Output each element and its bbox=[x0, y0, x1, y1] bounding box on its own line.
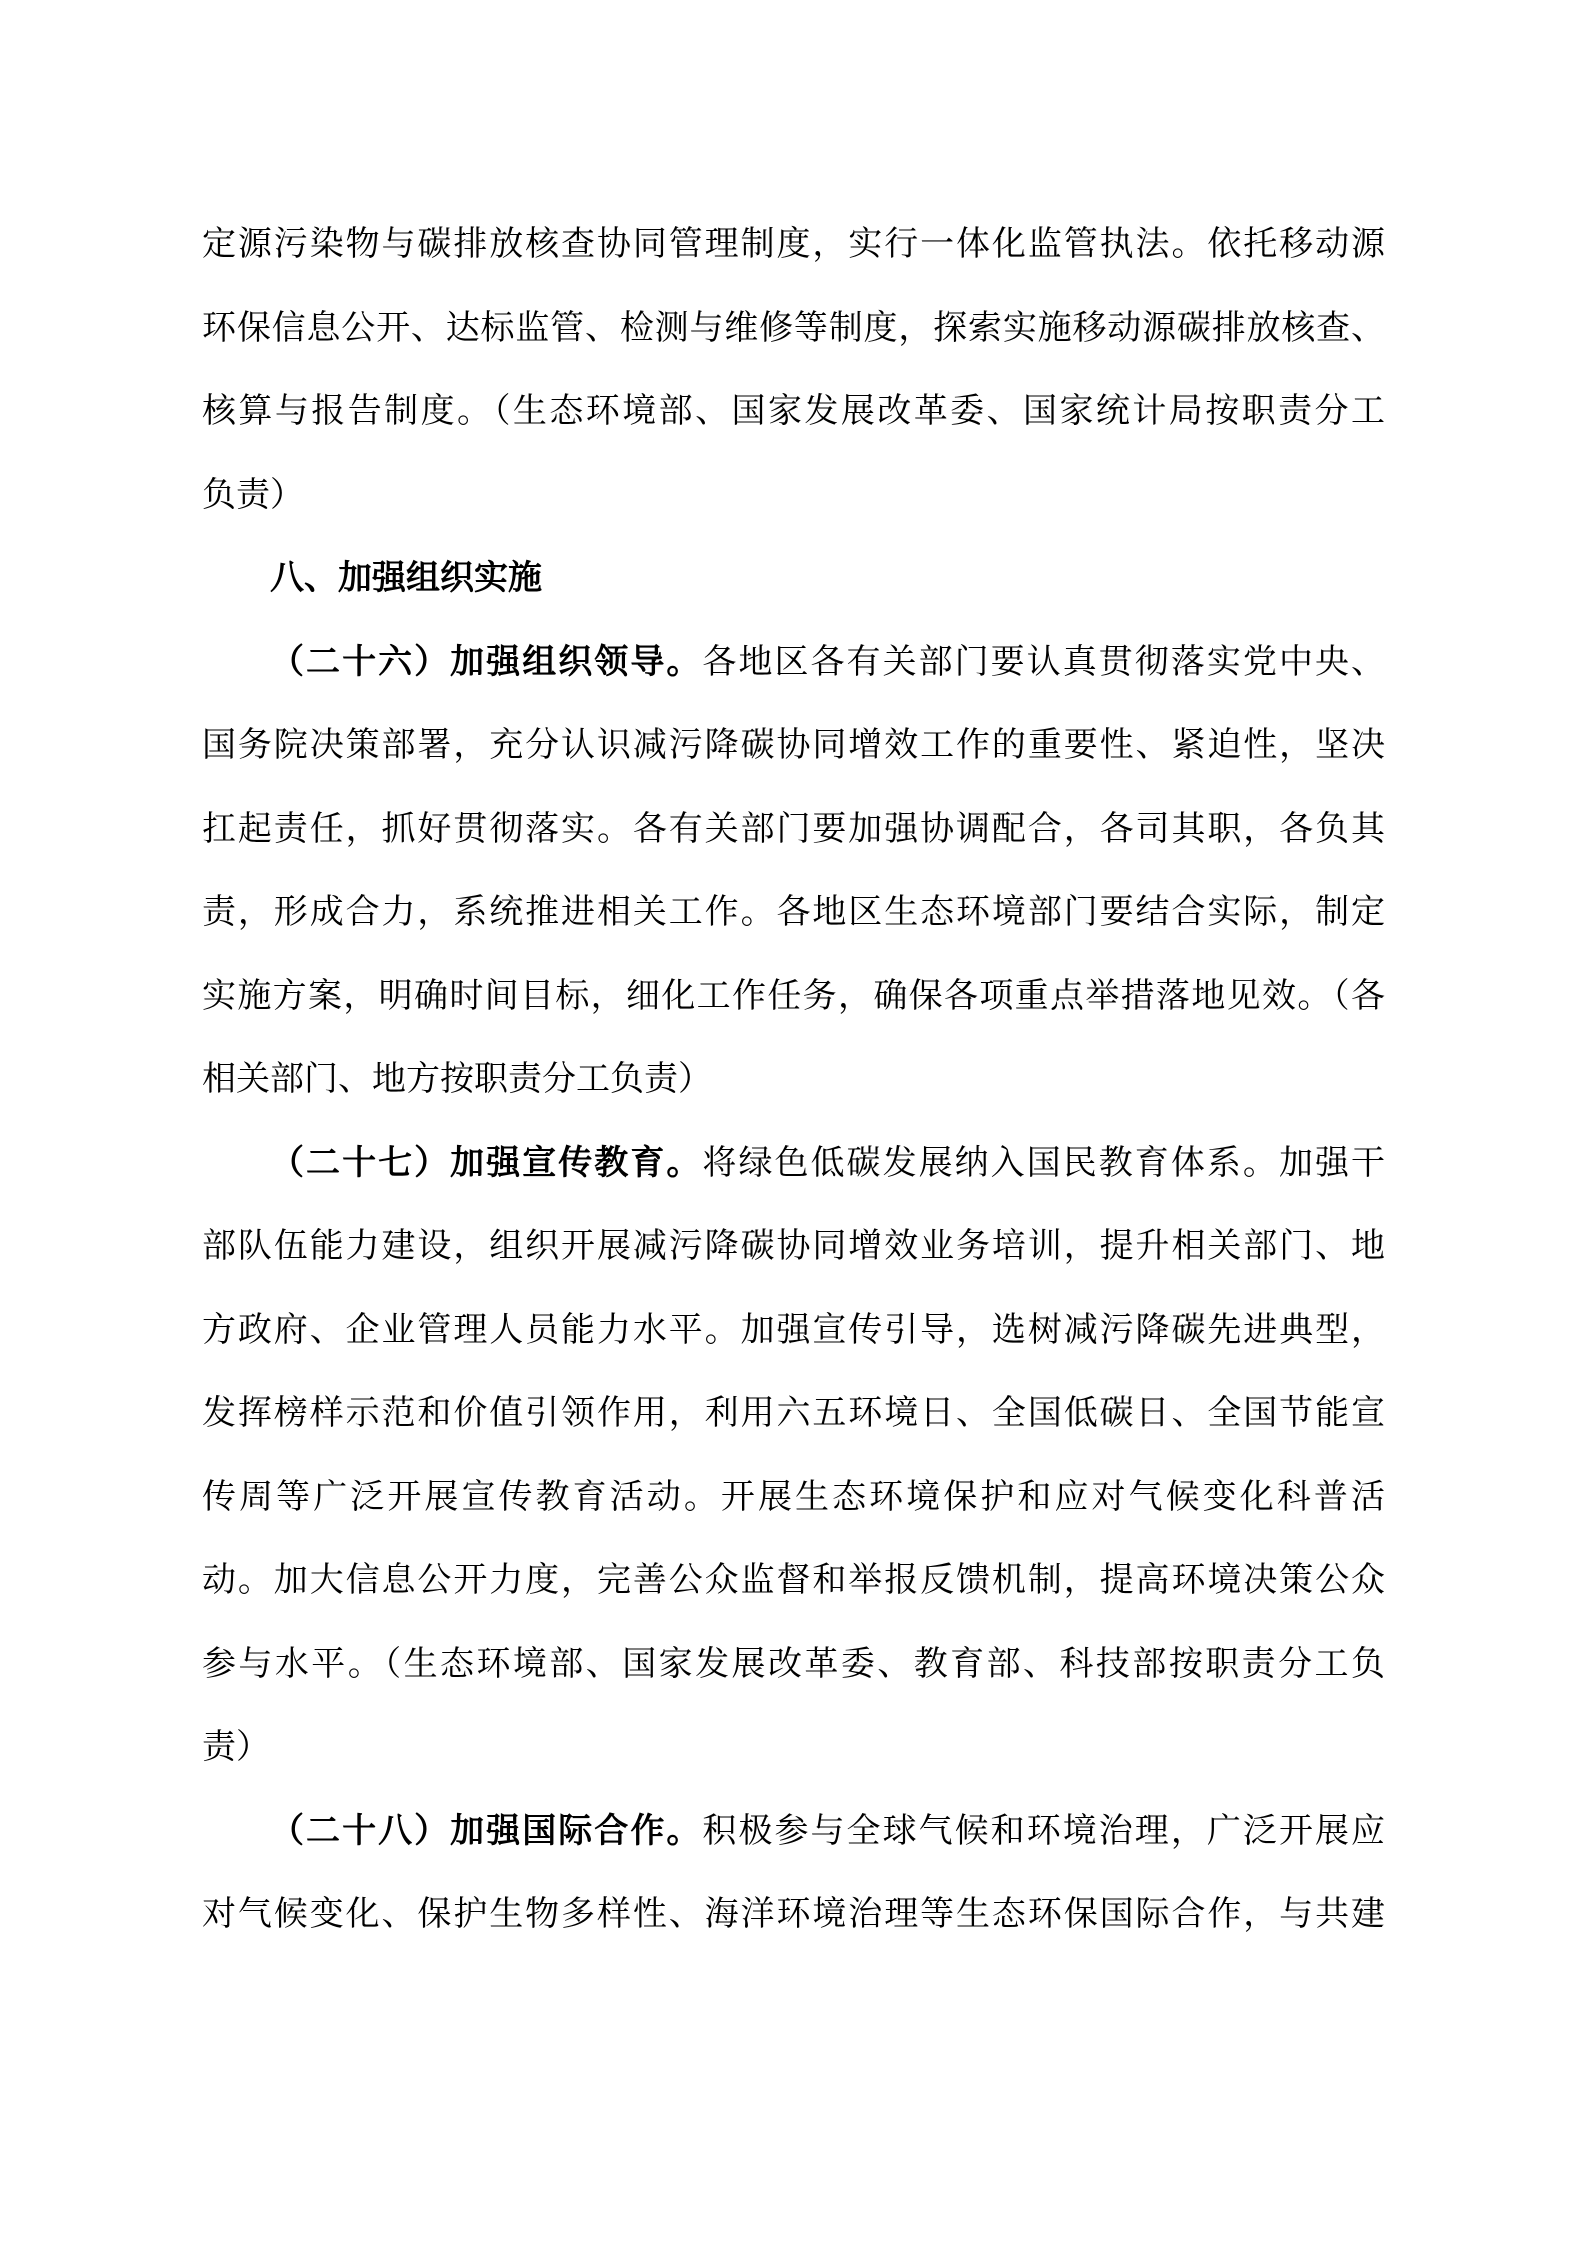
text-line bbox=[202, 1372, 1385, 1456]
text-run: 负责） bbox=[202, 475, 304, 514]
text-line bbox=[202, 1456, 1385, 1540]
text-run: 定源污染物与碳排放核查协同管理制度，实行一体化监管执法。依托移动源 bbox=[202, 225, 1385, 263]
text-line bbox=[202, 1623, 1385, 1707]
text-line bbox=[202, 1122, 1385, 1206]
text-run: 实施方案，明确时间目标，细化工作任务，确保各项重点举措落地见效。（各 bbox=[202, 976, 1385, 1015]
text-line bbox=[202, 537, 1385, 621]
text-run: 对气候变化、保护生物多样性、海洋环境治理等生态环保国际合作，与共建 bbox=[202, 1895, 1385, 1933]
text-run: 环保信息公开、达标监管、检测与维修等制度，探索实施移动源碳排放核查、 bbox=[202, 308, 1385, 347]
text-run: 部队伍能力建设，组织开展减污降碳协同增效业务培训，提升相关部门、地 bbox=[202, 1227, 1385, 1265]
text-line bbox=[202, 1038, 1385, 1122]
para-section-heading-8 bbox=[202, 537, 1385, 621]
text-line bbox=[202, 1873, 1385, 1957]
text-line bbox=[202, 1205, 1385, 1289]
text-line bbox=[202, 370, 1385, 454]
text-run: 将绿色低碳发展纳入国民教育体系。加强干 bbox=[702, 1143, 1386, 1182]
text-line bbox=[202, 871, 1385, 955]
para-28-strengthen-international-cooperation bbox=[202, 1790, 1385, 1957]
document-body bbox=[202, 203, 1385, 1957]
text-run: 责） bbox=[202, 1728, 270, 1766]
text-line bbox=[202, 704, 1385, 788]
text-run: 责，形成合力，系统推进相关工作。各地区生态环境部门要结合实际，制定 bbox=[202, 893, 1385, 931]
para-mobile-source-regulation bbox=[202, 203, 1385, 537]
para-27-strengthen-publicity-education bbox=[202, 1122, 1385, 1790]
text-line bbox=[202, 1539, 1385, 1623]
text-run: 传周等广泛开展宣传教育活动。开展生态环境保护和应对气候变化科普活 bbox=[202, 1477, 1385, 1516]
text-run: 积极参与全球气候和环境治理，广泛开展应 bbox=[702, 1811, 1386, 1850]
text-line bbox=[202, 788, 1385, 872]
text-run: 扛起责任，抓好贯彻落实。各有关部门要加强协调配合，各司其职，各负其 bbox=[202, 809, 1385, 848]
text-run: 国务院决策部署，充分认识减污降碳协同增效工作的重要性、紧迫性，坚决 bbox=[202, 726, 1385, 764]
text-line bbox=[202, 287, 1385, 371]
text-line bbox=[202, 1706, 1385, 1790]
bold-text-run: （二十七）加强宣传教育。 bbox=[270, 1143, 703, 1182]
text-line bbox=[202, 1289, 1385, 1373]
text-line bbox=[202, 955, 1385, 1039]
text-line bbox=[202, 621, 1385, 705]
text-line bbox=[202, 454, 1385, 538]
text-run: 参与水平。（生态环境部、国家发展改革委、教育部、科技部按职责分工负 bbox=[202, 1644, 1385, 1683]
bold-text-run: （二十八）加强国际合作。 bbox=[270, 1811, 703, 1850]
text-run: 各地区各有关部门要认真贯彻落实党中央、 bbox=[702, 642, 1386, 681]
bold-text-run: （二十六）加强组织领导。 bbox=[270, 642, 703, 681]
text-run: 核算与报告制度。（生态环境部、国家发展改革委、国家统计局按职责分工 bbox=[202, 392, 1385, 430]
text-line bbox=[202, 1790, 1385, 1874]
text-run: 动。加大信息公开力度，完善公众监督和举报反馈机制，提高环境决策公众 bbox=[202, 1561, 1385, 1599]
text-line bbox=[202, 203, 1385, 287]
bold-text-run: 八、加强组织实施 bbox=[270, 559, 542, 597]
para-26-strengthen-organizational-leadership bbox=[202, 621, 1385, 1122]
text-run: 相关部门、地方按职责分工负责） bbox=[202, 1060, 712, 1098]
text-run: 方政府、企业管理人员能力水平。加强宣传引导，选树减污降碳先进典型， bbox=[202, 1310, 1385, 1349]
text-run: 发挥榜样示范和价值引领作用，利用六五环境日、全国低碳日、全国节能宣 bbox=[202, 1394, 1385, 1432]
